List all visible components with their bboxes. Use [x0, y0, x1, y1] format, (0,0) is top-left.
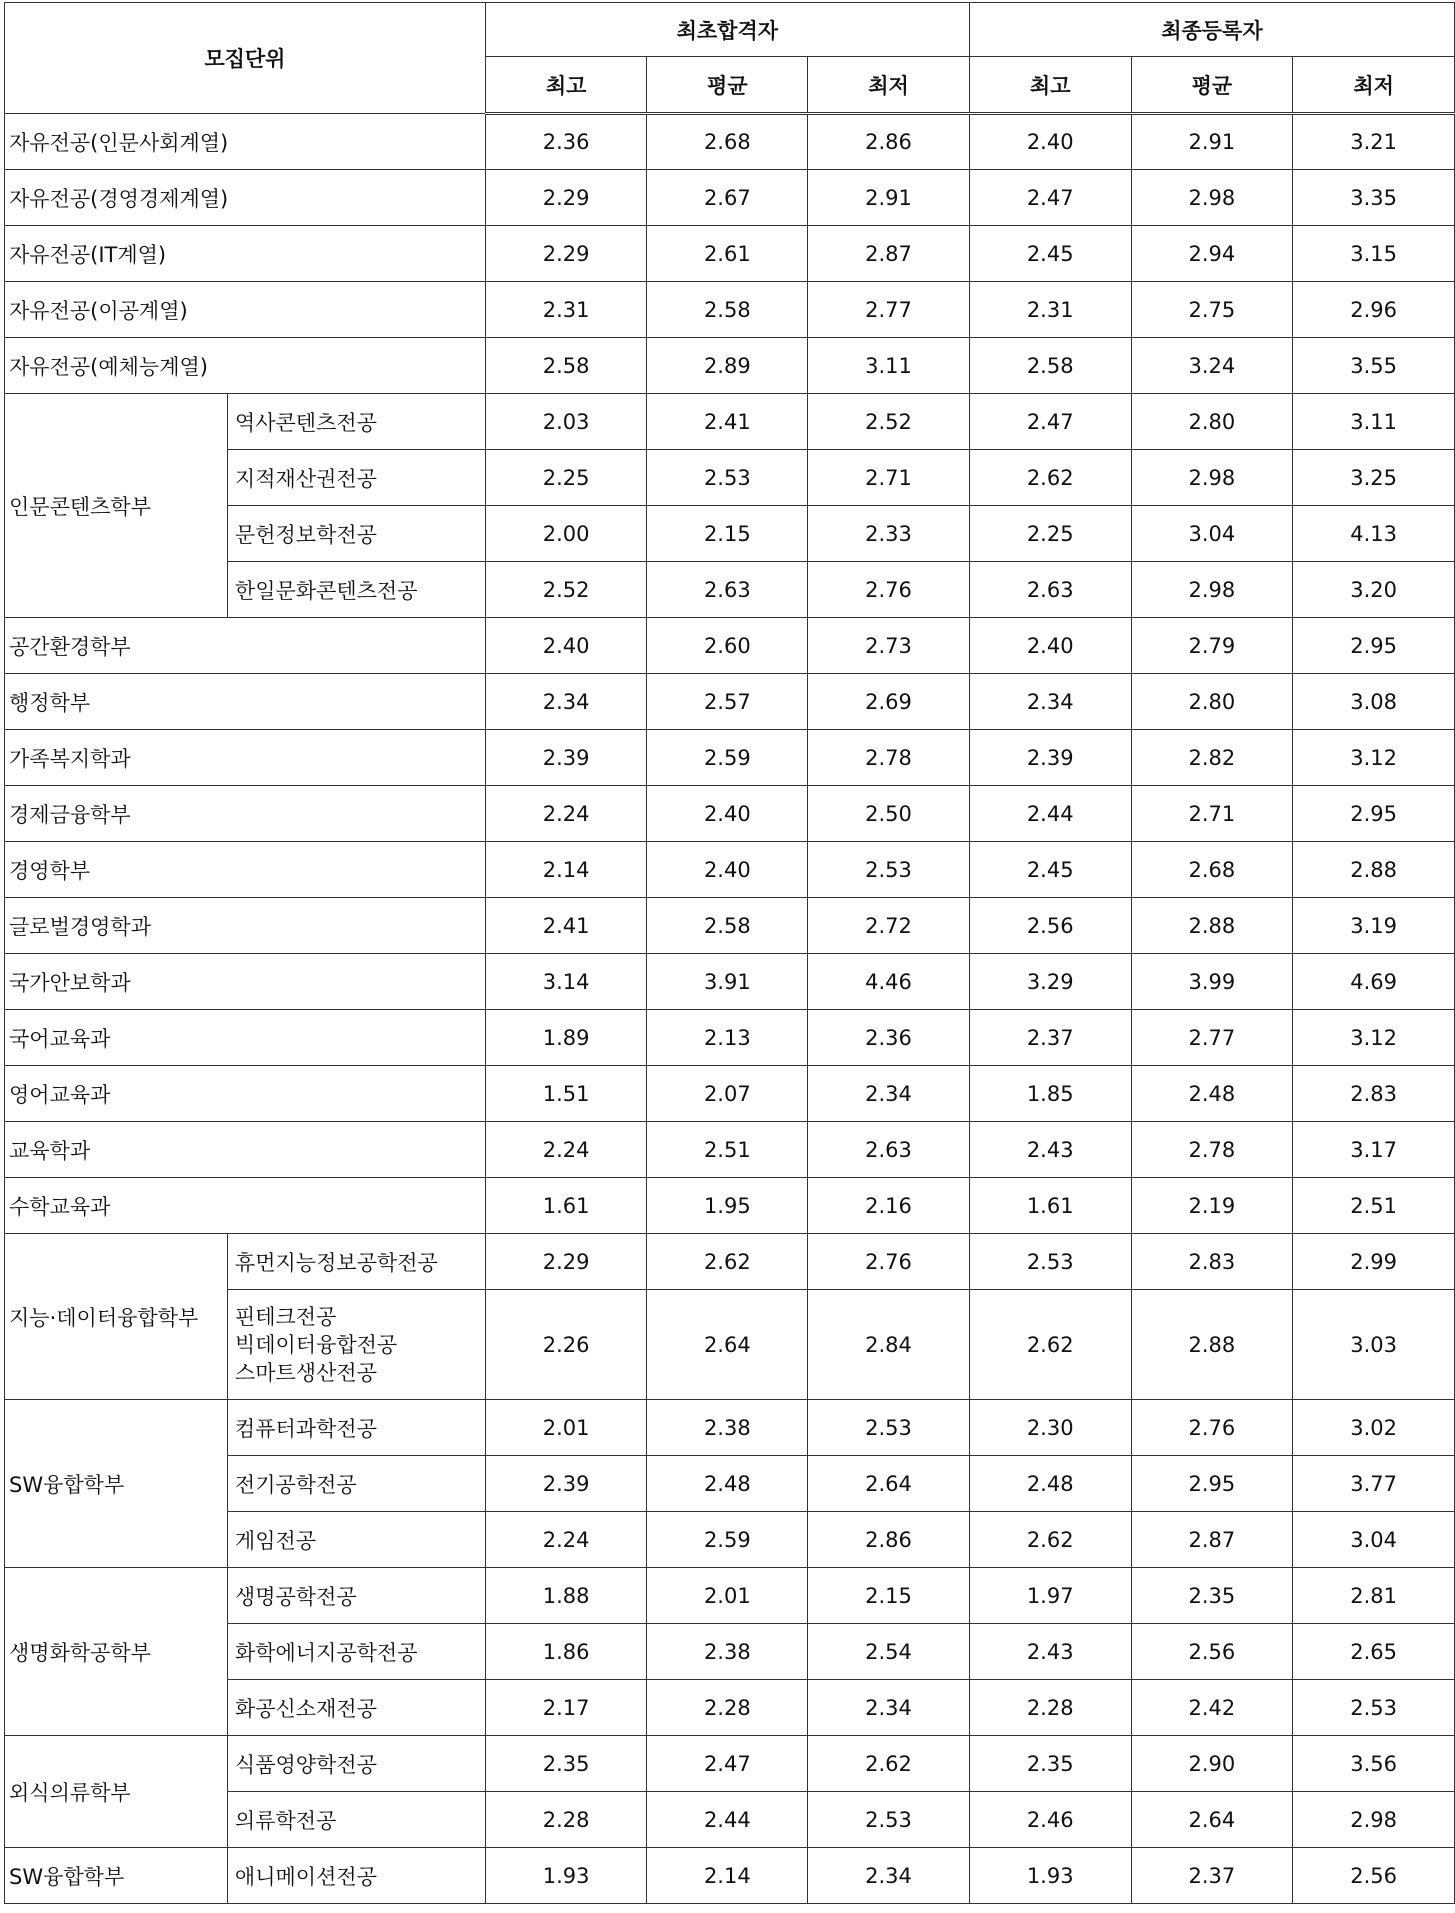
- major-name: 게임전공: [227, 1512, 485, 1568]
- final-avg-cell: 2.80: [1131, 674, 1293, 730]
- unit-name: 국가안보학과: [5, 954, 486, 1010]
- major-name: 문헌정보학전공: [227, 506, 485, 562]
- first-min-cell: 2.86: [808, 1512, 970, 1568]
- final-min-cell: 3.56: [1293, 1736, 1455, 1792]
- first-min-cell: 2.86: [808, 114, 970, 170]
- first-avg-cell: 2.51: [647, 1122, 808, 1178]
- final-avg-cell: 2.80: [1131, 394, 1293, 450]
- first-max-cell: 2.29: [485, 170, 647, 226]
- final-avg-cell: 2.98: [1131, 450, 1293, 506]
- table-row: [5, 842, 1455, 898]
- unit-name: 가족복지학과: [5, 730, 486, 786]
- unit-name: 경제금융학부: [5, 786, 486, 842]
- first-avg-cell: 1.95: [647, 1178, 808, 1234]
- first-avg-cell: 2.15: [647, 506, 808, 562]
- first-avg-cell: 2.01: [647, 1568, 808, 1624]
- final-min-cell: 4.13: [1293, 506, 1455, 562]
- major-name: [227, 1290, 485, 1400]
- final-max-cell: 2.28: [969, 1680, 1131, 1736]
- table-row: [5, 1568, 1455, 1624]
- first-avg-cell: 2.59: [647, 730, 808, 786]
- first-max-cell: 2.00: [485, 506, 647, 562]
- major-name: 화공신소재전공: [227, 1680, 485, 1736]
- first-avg-cell: 2.38: [647, 1624, 808, 1680]
- major-name: 전기공학전공: [227, 1456, 485, 1512]
- final-max-cell: 1.97: [969, 1568, 1131, 1624]
- final-min-cell: 4.69: [1293, 954, 1455, 1010]
- first-avg-cell: 2.62: [647, 1234, 808, 1290]
- final-avg-cell: 2.83: [1131, 1234, 1293, 1290]
- first-max-cell: 2.01: [485, 1400, 647, 1456]
- first-max-cell: 1.93: [485, 1848, 647, 1904]
- final-max-cell: 2.62: [969, 1290, 1131, 1400]
- final-min-cell: 3.15: [1293, 226, 1455, 282]
- final-min-cell: 2.53: [1293, 1680, 1455, 1736]
- table-row: [5, 1122, 1455, 1178]
- final-avg-cell: 3.24: [1131, 338, 1293, 394]
- final-min-cell: 3.19: [1293, 898, 1455, 954]
- final-max-cell: 2.47: [969, 394, 1131, 450]
- first-max-cell: 2.40: [485, 618, 647, 674]
- unit-name: 자유전공(인문사회계열): [5, 114, 486, 170]
- first-min-cell: 2.87: [808, 226, 970, 282]
- final-avg-cell: 2.88: [1131, 1290, 1293, 1400]
- major-name: 생명공학전공: [227, 1568, 485, 1624]
- final-min-cell: 2.96: [1293, 282, 1455, 338]
- major-name: 화학에너지공학전공: [227, 1624, 485, 1680]
- first-avg-cell: 2.58: [647, 282, 808, 338]
- final-avg-cell: 2.82: [1131, 730, 1293, 786]
- first-max-cell: 2.29: [485, 226, 647, 282]
- first-max-cell: 2.36: [485, 114, 647, 170]
- first-avg-cell: 2.28: [647, 1680, 808, 1736]
- col-min-1: 최저: [808, 57, 970, 114]
- col-avg-1: 평균: [647, 57, 808, 114]
- final-min-cell: 3.21: [1293, 114, 1455, 170]
- final-avg-cell: 3.04: [1131, 506, 1293, 562]
- final-avg-cell: 2.95: [1131, 1456, 1293, 1512]
- col-max-1: 최고: [485, 57, 647, 114]
- final-min-cell: 3.17: [1293, 1122, 1455, 1178]
- first-max-cell: 2.39: [485, 730, 647, 786]
- final-avg-cell: 2.35: [1131, 1568, 1293, 1624]
- unit-name: 경영학부: [5, 842, 486, 898]
- final-min-cell: 3.12: [1293, 1010, 1455, 1066]
- first-max-cell: 2.29: [485, 1234, 647, 1290]
- final-max-cell: 2.62: [969, 1512, 1131, 1568]
- major-name: 한일문화콘텐츠전공: [227, 562, 485, 618]
- first-min-cell: 2.50: [808, 786, 970, 842]
- first-avg-cell: 2.89: [647, 338, 808, 394]
- first-min-cell: 2.54: [808, 1624, 970, 1680]
- final-max-cell: 3.29: [969, 954, 1131, 1010]
- final-min-cell: 3.08: [1293, 674, 1455, 730]
- major-name-line: 핀테크전공: [234, 1304, 337, 1329]
- first-avg-cell: 2.48: [647, 1456, 808, 1512]
- table-row: [5, 394, 1455, 450]
- final-max-cell: 2.39: [969, 730, 1131, 786]
- major-name: 역사콘텐츠전공: [227, 394, 485, 450]
- first-admitted-header: 최초합격자: [485, 3, 969, 57]
- final-max-cell: 2.63: [969, 562, 1131, 618]
- table-row: [5, 1400, 1455, 1456]
- final-avg-cell: 2.64: [1131, 1792, 1293, 1848]
- first-max-cell: 2.25: [485, 450, 647, 506]
- major-name: 지적재산권전공: [227, 450, 485, 506]
- final-min-cell: 3.03: [1293, 1290, 1455, 1400]
- first-max-cell: 2.03: [485, 394, 647, 450]
- final-max-cell: 2.45: [969, 842, 1131, 898]
- table-row: [5, 1234, 1455, 1290]
- final-registered-header: 최종등록자: [969, 3, 1454, 57]
- final-max-cell: 2.43: [969, 1122, 1131, 1178]
- major-name: 휴먼지능정보공학전공: [227, 1234, 485, 1290]
- final-max-cell: 2.58: [969, 338, 1131, 394]
- table-row: [5, 674, 1455, 730]
- final-min-cell: 2.65: [1293, 1624, 1455, 1680]
- first-min-cell: 2.78: [808, 730, 970, 786]
- first-avg-cell: 2.38: [647, 1400, 808, 1456]
- table-row: [5, 170, 1455, 226]
- first-max-cell: 2.31: [485, 282, 647, 338]
- first-min-cell: 2.16: [808, 1178, 970, 1234]
- first-max-cell: 1.89: [485, 1010, 647, 1066]
- final-avg-cell: 2.19: [1131, 1178, 1293, 1234]
- final-avg-cell: 2.98: [1131, 170, 1293, 226]
- first-max-cell: 2.24: [485, 786, 647, 842]
- table-row: [5, 954, 1455, 1010]
- first-min-cell: 2.36: [808, 1010, 970, 1066]
- first-avg-cell: 2.58: [647, 898, 808, 954]
- table-row: [5, 1848, 1455, 1904]
- final-avg-cell: 2.56: [1131, 1624, 1293, 1680]
- first-min-cell: 2.53: [808, 1400, 970, 1456]
- first-avg-cell: 2.13: [647, 1010, 808, 1066]
- first-max-cell: 2.28: [485, 1792, 647, 1848]
- first-avg-cell: 2.40: [647, 786, 808, 842]
- first-min-cell: 2.76: [808, 1234, 970, 1290]
- first-min-cell: 2.72: [808, 898, 970, 954]
- first-avg-cell: 2.47: [647, 1736, 808, 1792]
- final-avg-cell: 2.88: [1131, 898, 1293, 954]
- final-max-cell: 2.31: [969, 282, 1131, 338]
- unit-header: 모집단위: [5, 3, 486, 114]
- final-min-cell: 3.35: [1293, 170, 1455, 226]
- final-max-cell: 2.40: [969, 618, 1131, 674]
- final-avg-cell: 2.91: [1131, 114, 1293, 170]
- final-avg-cell: 2.78: [1131, 1122, 1293, 1178]
- table-row: [5, 730, 1455, 786]
- first-avg-cell: 2.14: [647, 1848, 808, 1904]
- first-min-cell: 2.64: [808, 1456, 970, 1512]
- unit-name: 자유전공(이공계열): [5, 282, 486, 338]
- final-max-cell: 2.62: [969, 450, 1131, 506]
- group-name: SW융합학부: [5, 1400, 228, 1568]
- final-max-cell: 2.37: [969, 1010, 1131, 1066]
- first-max-cell: 2.24: [485, 1512, 647, 1568]
- final-avg-cell: 2.79: [1131, 618, 1293, 674]
- first-max-cell: 2.58: [485, 338, 647, 394]
- final-min-cell: 3.12: [1293, 730, 1455, 786]
- final-max-cell: 2.43: [969, 1624, 1131, 1680]
- table-row: [5, 226, 1455, 282]
- final-avg-cell: 2.94: [1131, 226, 1293, 282]
- final-min-cell: 2.83: [1293, 1066, 1455, 1122]
- first-min-cell: 2.73: [808, 618, 970, 674]
- first-avg-cell: 2.44: [647, 1792, 808, 1848]
- first-max-cell: 2.34: [485, 674, 647, 730]
- first-min-cell: 2.71: [808, 450, 970, 506]
- final-max-cell: 1.85: [969, 1066, 1131, 1122]
- first-max-cell: 2.39: [485, 1456, 647, 1512]
- final-max-cell: 2.47: [969, 170, 1131, 226]
- first-avg-cell: 2.61: [647, 226, 808, 282]
- first-min-cell: 2.62: [808, 1736, 970, 1792]
- table-row: [5, 898, 1455, 954]
- unit-name: 자유전공(예체능계열): [5, 338, 486, 394]
- final-avg-cell: 2.71: [1131, 786, 1293, 842]
- first-avg-cell: 2.07: [647, 1066, 808, 1122]
- final-min-cell: 2.56: [1293, 1848, 1455, 1904]
- first-max-cell: 1.51: [485, 1066, 647, 1122]
- unit-name: 영어교육과: [5, 1066, 486, 1122]
- first-min-cell: 2.76: [808, 562, 970, 618]
- final-max-cell: 2.30: [969, 1400, 1131, 1456]
- first-max-cell: 1.86: [485, 1624, 647, 1680]
- final-max-cell: 2.34: [969, 674, 1131, 730]
- admission-score-table: [4, 2, 1455, 1904]
- final-avg-cell: 2.37: [1131, 1848, 1293, 1904]
- final-avg-cell: 2.98: [1131, 562, 1293, 618]
- unit-name: 공간환경학부: [5, 618, 486, 674]
- first-max-cell: 2.14: [485, 842, 647, 898]
- major-name: 의류학전공: [227, 1792, 485, 1848]
- first-avg-cell: 2.57: [647, 674, 808, 730]
- final-avg-cell: 2.77: [1131, 1010, 1293, 1066]
- first-min-cell: 2.15: [808, 1568, 970, 1624]
- final-max-cell: 2.56: [969, 898, 1131, 954]
- first-min-cell: 2.34: [808, 1848, 970, 1904]
- first-avg-cell: 2.63: [647, 562, 808, 618]
- first-max-cell: 2.41: [485, 898, 647, 954]
- final-min-cell: 2.98: [1293, 1792, 1455, 1848]
- first-min-cell: 2.53: [808, 1792, 970, 1848]
- first-min-cell: 2.69: [808, 674, 970, 730]
- first-max-cell: 3.14: [485, 954, 647, 1010]
- col-avg-2: 평균: [1131, 57, 1293, 114]
- table-row: [5, 618, 1455, 674]
- final-min-cell: 3.20: [1293, 562, 1455, 618]
- group-name: 외식의류학부: [5, 1736, 228, 1848]
- first-min-cell: 4.46: [808, 954, 970, 1010]
- major-name: 식품영양학전공: [227, 1736, 485, 1792]
- final-avg-cell: 2.68: [1131, 842, 1293, 898]
- final-max-cell: 2.35: [969, 1736, 1131, 1792]
- first-max-cell: 1.61: [485, 1178, 647, 1234]
- unit-name: 행정학부: [5, 674, 486, 730]
- first-avg-cell: 2.41: [647, 394, 808, 450]
- final-min-cell: 2.95: [1293, 618, 1455, 674]
- final-min-cell: 3.77: [1293, 1456, 1455, 1512]
- col-max-2: 최고: [969, 57, 1131, 114]
- major-name: 애니메이션전공: [227, 1848, 485, 1904]
- final-max-cell: 2.48: [969, 1456, 1131, 1512]
- final-min-cell: 2.88: [1293, 842, 1455, 898]
- final-avg-cell: 2.90: [1131, 1736, 1293, 1792]
- final-min-cell: 3.25: [1293, 450, 1455, 506]
- first-avg-cell: 2.59: [647, 1512, 808, 1568]
- final-avg-cell: 3.99: [1131, 954, 1293, 1010]
- first-avg-cell: 2.64: [647, 1290, 808, 1400]
- first-min-cell: 2.53: [808, 842, 970, 898]
- table-row: [5, 282, 1455, 338]
- first-avg-cell: 2.67: [647, 170, 808, 226]
- final-min-cell: 3.04: [1293, 1512, 1455, 1568]
- table-row: [5, 1066, 1455, 1122]
- final-max-cell: 2.40: [969, 114, 1131, 170]
- final-min-cell: 2.99: [1293, 1234, 1455, 1290]
- first-avg-cell: 2.68: [647, 114, 808, 170]
- final-avg-cell: 2.75: [1131, 282, 1293, 338]
- final-max-cell: 1.61: [969, 1178, 1131, 1234]
- final-avg-cell: 2.87: [1131, 1512, 1293, 1568]
- major-name-line: 빅데이터융합전공: [234, 1332, 398, 1357]
- first-max-cell: 1.88: [485, 1568, 647, 1624]
- unit-name: 수학교육과: [5, 1178, 486, 1234]
- first-max-cell: 2.52: [485, 562, 647, 618]
- first-min-cell: 2.63: [808, 1122, 970, 1178]
- first-min-cell: 3.11: [808, 338, 970, 394]
- table-row: [5, 1178, 1455, 1234]
- final-max-cell: 2.46: [969, 1792, 1131, 1848]
- col-min-2: 최저: [1293, 57, 1455, 114]
- final-max-cell: 1.93: [969, 1848, 1131, 1904]
- first-min-cell: 2.91: [808, 170, 970, 226]
- unit-name: 국어교육과: [5, 1010, 486, 1066]
- first-min-cell: 2.52: [808, 394, 970, 450]
- final-max-cell: 2.45: [969, 226, 1131, 282]
- first-min-cell: 2.84: [808, 1290, 970, 1400]
- final-avg-cell: 2.42: [1131, 1680, 1293, 1736]
- final-min-cell: 3.11: [1293, 394, 1455, 450]
- group-name: 인문콘텐츠학부: [5, 394, 228, 618]
- table-body: [5, 114, 1455, 1904]
- first-avg-cell: 2.40: [647, 842, 808, 898]
- final-min-cell: 2.51: [1293, 1178, 1455, 1234]
- group-name: 생명화학공학부: [5, 1568, 228, 1736]
- table-row: [5, 1736, 1455, 1792]
- final-min-cell: 2.81: [1293, 1568, 1455, 1624]
- first-max-cell: 2.24: [485, 1122, 647, 1178]
- table-row: [5, 114, 1455, 170]
- table-header: [5, 3, 1455, 114]
- final-max-cell: 2.25: [969, 506, 1131, 562]
- first-min-cell: 2.34: [808, 1680, 970, 1736]
- first-max-cell: 2.35: [485, 1736, 647, 1792]
- group-name: 지능·데이터융합학부: [5, 1234, 228, 1400]
- first-avg-cell: 3.91: [647, 954, 808, 1010]
- table-row: [5, 786, 1455, 842]
- first-min-cell: 2.77: [808, 282, 970, 338]
- unit-name: 교육학과: [5, 1122, 486, 1178]
- final-avg-cell: 2.48: [1131, 1066, 1293, 1122]
- unit-name: 글로벌경영학과: [5, 898, 486, 954]
- final-min-cell: 2.95: [1293, 786, 1455, 842]
- first-min-cell: 2.33: [808, 506, 970, 562]
- major-name-line: 스마트생산전공: [234, 1360, 377, 1385]
- final-avg-cell: 2.76: [1131, 1400, 1293, 1456]
- first-avg-cell: 2.60: [647, 618, 808, 674]
- table-row: [5, 1010, 1455, 1066]
- final-min-cell: 3.02: [1293, 1400, 1455, 1456]
- unit-name: 자유전공(경영경제계열): [5, 170, 486, 226]
- group-name: SW융합학부: [5, 1848, 228, 1904]
- major-name: 컴퓨터과학전공: [227, 1400, 485, 1456]
- first-max-cell: 2.17: [485, 1680, 647, 1736]
- first-avg-cell: 2.53: [647, 450, 808, 506]
- unit-name: 자유전공(IT계열): [5, 226, 486, 282]
- first-max-cell: 2.26: [485, 1290, 647, 1400]
- final-max-cell: 2.44: [969, 786, 1131, 842]
- final-min-cell: 3.55: [1293, 338, 1455, 394]
- table-row: [5, 338, 1455, 394]
- final-max-cell: 2.53: [969, 1234, 1131, 1290]
- first-min-cell: 2.34: [808, 1066, 970, 1122]
